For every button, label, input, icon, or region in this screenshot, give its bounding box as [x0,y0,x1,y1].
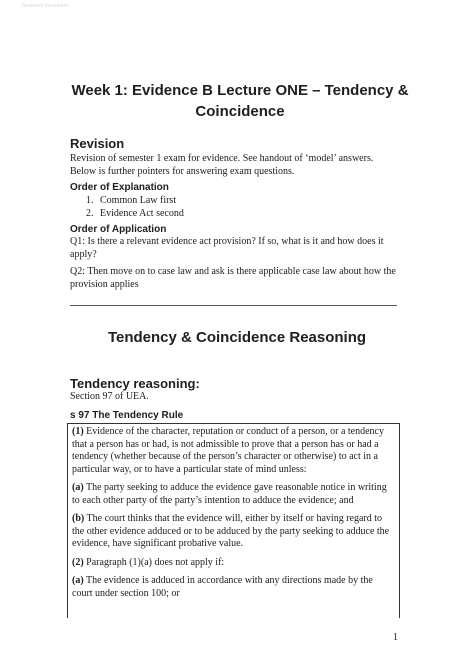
list-item-number: 2. [86,207,94,219]
tendency-rule-box [67,423,400,618]
revision-line-1: Revision of semester 1 exam for evidence. See handout of ‘model’ answers. [70,153,374,164]
revision-paragraph [70,153,415,178]
list-item-number: 1. [86,195,94,206]
horizontal-divider [70,305,397,306]
faint-header-note: Scanned document [22,3,69,9]
rule-paragraph-text: The court thinks that the evidence will, either by itself or having regard to the other evidence adduced or to be adduced by the party seeking to adduce the evidence, have significant probative value. [72,513,390,549]
rule-paragraph-3 [72,513,395,551]
list-item-text: Common Law first [100,195,177,206]
rule-paragraph-text: The party seeking to adduce the evidence gave reasonable notice in writing to each other party of the party’s intention to adduce the evidence; and [72,482,387,506]
list-item [86,208,184,221]
revision-heading: Revision [70,136,125,151]
rule-paragraph-text: Paragraph (1)(a) does not apply if: [83,556,225,568]
q1-line-2: apply? [70,248,97,260]
rule-paragraph-text: Evidence of the character, reputation or conduct of a person, or a tendency that a person has or had, is not admissible to prove that a person has or had a tendency (whether because of the person’s character or otherwise) to act in a particular way, or to have a particular state of mind unless: [72,426,384,475]
order-of-application-q2 [70,266,415,291]
rule-paragraph-2 [72,482,395,507]
document-title [70,80,410,122]
tendency-section-ref: Section 97 of UEA. [70,391,149,402]
rule-paragraph-label: (a) [72,575,84,586]
title-line-1: Week 1: Evidence B Lecture ONE – Tendency & [71,82,409,99]
rule-paragraph-label: (2) [72,556,84,568]
tendency-reasoning-heading: Tendency reasoning: [70,376,200,391]
order-of-application-heading: Order of Application [70,224,167,235]
tendency-rule-heading: s 97 The Tendency Rule [70,410,184,421]
rule-paragraph-text: The evidence is adduced in accordance with any directions made by the court under section 100; or [72,575,373,599]
list-item-text: Evidence Act second [100,207,184,219]
title-line-2: Coincidence [195,103,285,120]
rule-paragraph-5 [72,575,395,600]
q2-line-2: provision applies [70,278,139,290]
q2-line-1: Q2: Then move on to case law and ask is there applicable case law about how the [70,266,396,277]
rule-paragraph-label: (b) [72,513,85,524]
section-title: Tendency & Coincidence Reasoning [107,329,367,346]
list-item [86,195,184,208]
rule-paragraph-1 [72,426,395,476]
rule-paragraph-label: (a) [72,482,84,493]
order-of-explanation-list [86,195,184,220]
order-of-application-q1 [70,236,415,261]
page-number: 1 [393,632,398,643]
rule-paragraph-label: (1) [72,426,84,437]
rule-paragraph-4 [72,557,395,570]
order-of-explanation-heading: Order of Explanation [70,182,169,193]
revision-line-2: Below is further pointers for answering exam questions. [70,165,295,177]
q1-line-1: Q1: Is there a relevant evidence act provision? If so, what is it and how does it [70,236,384,247]
